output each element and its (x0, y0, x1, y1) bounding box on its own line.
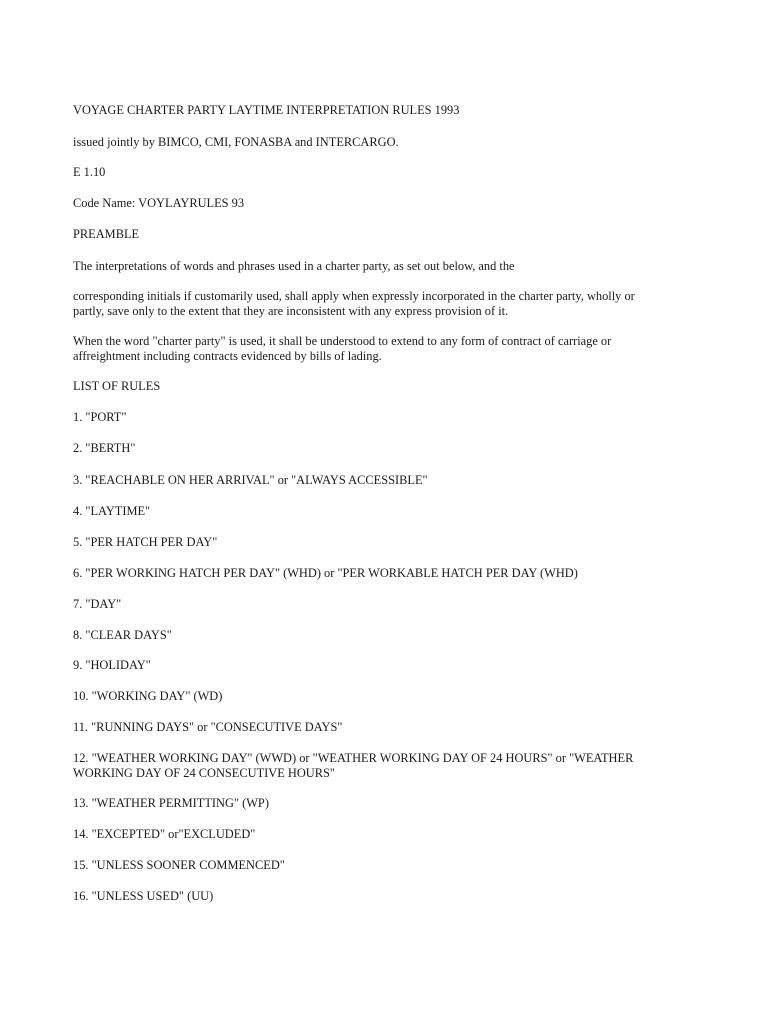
list-of-rules-heading: LIST OF RULES (73, 379, 161, 393)
preamble-paragraph-3-line-2: affreightment including contracts evidenced by bills of lading. (73, 349, 382, 363)
rule-item: 13. "WEATHER PERMITTING" (WP) (73, 796, 269, 810)
rule-item: 1. "PORT" (73, 410, 127, 424)
preamble-paragraph-2-line-2: partly, save only to the extent that they are inconsistent with any express provision of it. (73, 304, 509, 318)
code-name-line: Code Name: VOYLAYRULES 93 (73, 196, 245, 210)
rule-item: 14. "EXCEPTED" or"EXCLUDED" (73, 827, 256, 841)
issued-by-line: issued jointly by BIMCO, CMI, FONASBA and INTERCARGO. (73, 135, 399, 149)
rule-item: 11. "RUNNING DAYS" or "CONSECUTIVE DAYS" (73, 720, 343, 734)
rule-item: 6. "PER WORKING HATCH PER DAY" (WHD) or "PER WORKABLE HATCH PER DAY (WHD) (73, 566, 578, 580)
rule-item: 4. "LAYTIME" (73, 504, 151, 518)
rule-item: 8. "CLEAR DAYS" (73, 628, 172, 642)
rule-item: 10. "WORKING DAY" (WD) (73, 689, 223, 703)
rule-item: 12. "WEATHER WORKING DAY" (WWD) or "WEATHER WORKING DAY OF 24 HOURS" or "WEATHER (73, 751, 634, 765)
rule-item: 16. "UNLESS USED" (UU) (73, 889, 214, 903)
preamble-heading: PREAMBLE (73, 227, 140, 241)
preamble-paragraph-1: The interpretations of words and phrases used in a charter party, as set out below, and the (73, 259, 515, 273)
edition-label: E 1.10 (73, 165, 106, 179)
document-title: VOYAGE CHARTER PARTY LAYTIME INTERPRETATION RULES 1993 (73, 103, 460, 117)
rule-item: 15. "UNLESS SOONER COMMENCED" (73, 858, 285, 872)
rule-item: 9. "HOLIDAY" (73, 658, 151, 672)
rule-item-continuation: WORKING DAY OF 24 CONSECUTIVE HOURS" (73, 766, 335, 780)
preamble-paragraph-3-line-1: When the word "charter party" is used, it shall be understood to extend to any form of contract of carriage or (73, 334, 612, 348)
rule-item: 3. "REACHABLE ON HER ARRIVAL" or "ALWAYS ACCESSIBLE" (73, 473, 428, 487)
rule-item: 5. "PER HATCH PER DAY" (73, 535, 218, 549)
rule-item: 2. "BERTH" (73, 441, 136, 455)
preamble-paragraph-2-line-1: corresponding initials if customarily used, shall apply when expressly incorporated in the charter party, wholly or (73, 289, 635, 303)
rule-item: 7. "DAY" (73, 597, 122, 611)
